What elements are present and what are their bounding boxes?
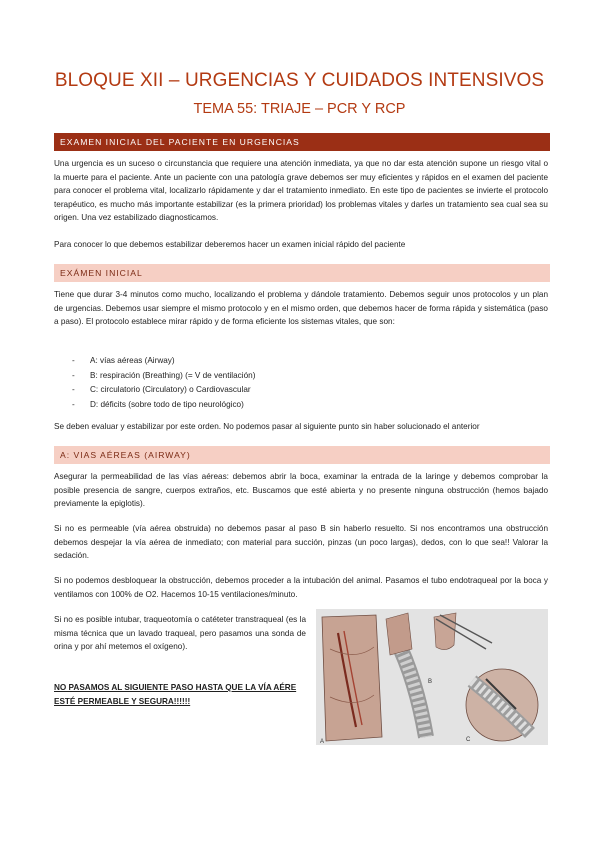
paragraph-obstruccion: Si no es permeable (vía aérea obstruida) no debemos pasar al paso B sin haberlo resuelto. Si nos encontramos una obstrucción debemos despejar la vía aérea de inmediato; con material para succión, pinzas (un poco largas), dedos, con lo que sea!! Valorar la sedación. (54, 524, 548, 561)
paragraph-intubacion: Si no podemos desbloquear la obstrucción, debemos proceder a la intubación del animal. Pasamos el tubo endotraqueal por la boca y ventilamos con 100% de O2. Hacemos 10-15 ventilaciones/minuto. (54, 576, 548, 599)
bullet-dash: - (72, 370, 75, 380)
paragraph-permeabilidad: Asegurar la permeabilidad de las vías aéreas: debemos abrir la boca, examinar la entrada de la laringe y debemos comprobar la posible presencia de sangre, cuerpos extraños, etc. Buscamos que esté abierta y no presente ninguna obstrucción (hemos bajado previamente la epiglotis). (54, 472, 548, 509)
paragraph-traqueotomia: Si no es posible intubar, traqueotomía o catéteter transtraqueal (es la misma técnica que un lavado traqueal, pero pasamos una sonda de orina y por ahí metemos el oxígeno). (54, 615, 306, 652)
tracheotomy-illustration (316, 609, 548, 745)
figure-label-b: B (428, 679, 433, 685)
paragraph-urgencia-definicion: Una urgencia es un suceso o circunstancia que requiere una atención inmediata, ya que no dar esta atención supone un riesgo vital o la muerte para el paciente. Ante un paciente con una patología grave debemos ser muy eficientes y rápidos en el examen del paciente para conocer el problema vital, localizarlo rápidamente y dar el tratamiento inmediato. En este tipo de pacientes se invierte el protocolo terapéutico, es mucho más importante estabilizar (es la primera prioridad) los problemas vitales y darles un tratamiento sea cual sea su origen. Una vez estabilizado diagnosticamos. (54, 159, 548, 223)
page-subtitle: TEMA 55: TRIAJE – PCR Y RCP (193, 101, 406, 117)
list-item (72, 354, 532, 369)
list-item-text: D: déficits (sobre todo de tipo neurológico) (90, 399, 244, 409)
section-heading-vias-aereas: A: VIAS AÉREAS (AIRWAY) (54, 446, 550, 464)
warning-text: NO PASAMOS AL SIGUIENTE PASO HASTA QUE LA VÍA AÉRE ESTÉ PERMEABLE Y SEGURA!!!!!! (54, 683, 297, 706)
figure-label-c: C (466, 737, 471, 743)
bullet-dash: - (72, 385, 75, 394)
page-title: BLOQUE XII – URGENCIAS Y CUIDADOS INTENSIVOS (54, 70, 545, 91)
list-item (72, 383, 532, 398)
section-heading-examen-paciente: EXAMEN INICIAL DEL PACIENTE EN URGENCIAS (54, 133, 550, 151)
paragraph-orden: Se deben evaluar y estabilizar por este orden. No podemos pasar al siguiente punto sin haber solucionado el anterior (54, 422, 480, 431)
figure-label-a: A (320, 739, 325, 745)
paragraph-examen-rapido: Para conocer lo que debemos estabilizar deberemos hacer un examen inicial rápido del paciente (54, 240, 406, 249)
section-heading-examen-inicial: EXÁMEN INICIAL (54, 264, 550, 282)
tracheotomy-drawing (316, 609, 548, 745)
list-item (72, 369, 532, 384)
list-item (72, 398, 532, 413)
vital-systems-list (72, 354, 532, 412)
bullet-dash: - (72, 399, 75, 409)
bullet-dash: - (72, 356, 75, 365)
list-item-text: A: vías aéreas (Airway) (90, 356, 175, 365)
paragraph-protocolo: Tiene que durar 3-4 minutos como mucho, localizando el problema y dándole tratamiento. Debemos seguir unos protocolos y un plan de urgencias. Debemos usar siempre el mismo protocolo y en el mismo orden, que debemos hacer de forma rápida y sistemática (paso a paso). El protocolo establece mirar rápido y de forma eficiente los sistemas vitales, que son: (54, 290, 548, 327)
list-item-text: B: respiración (Breathing) (= V de ventilación) (90, 370, 256, 380)
list-item-text: C: circulatorio (Circulatory) o Cardiovascular (90, 385, 251, 394)
